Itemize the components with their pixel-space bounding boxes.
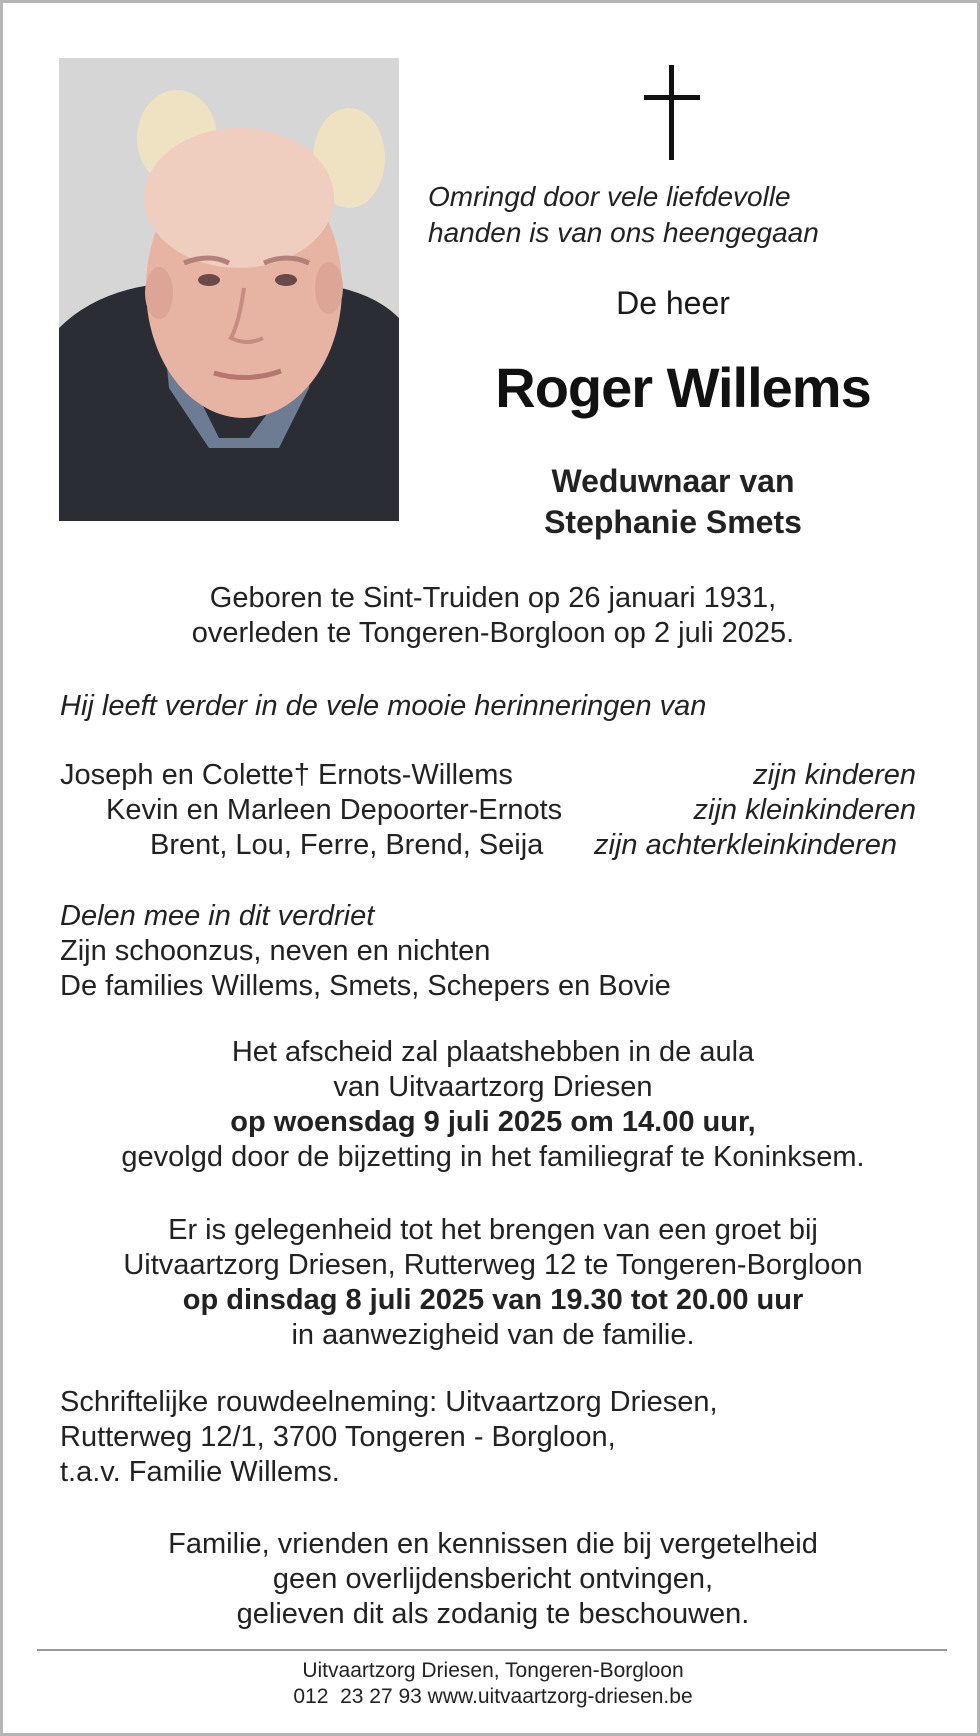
greeting-line: Er is gelegenheid tot het brengen van een groet bij: [168, 1214, 818, 1246]
condolence-line: Rutterweg 12/1, 3700 Tongeren - Borgloon,: [60, 1421, 616, 1453]
farewell-line: Het afscheid zal plaatshebben in de aula: [231, 1036, 755, 1068]
sharing-line: De families Willems, Smets, Schepers en Bovie: [60, 970, 671, 1002]
family-role-great-grandchildren: zijn achterkleinkinderen: [594, 829, 898, 861]
footer-company: Uitvaartzorg Driesen, Tongeren-Borgloon: [302, 1659, 684, 1682]
sharing-line: Zijn schoonzus, neven en nichten: [60, 935, 491, 967]
cross-icon: [644, 65, 700, 160]
notice-text: [63, 1527, 923, 1632]
deceased-name: Roger Willems: [495, 356, 871, 419]
notice-line: gelieven dit als zodanig te beschouwen.: [236, 1598, 750, 1630]
birth-line: Geboren te Sint-Truiden op 26 januari 1931,: [209, 582, 777, 614]
portrait-photo: [59, 58, 399, 521]
family-role-children: zijn kinderen: [753, 759, 916, 791]
intro-line: Omringd door vele liefdevolle: [428, 181, 791, 212]
intro-text: [428, 179, 948, 251]
greeting-info: [63, 1213, 923, 1353]
widow-line: Weduwnaar van: [551, 463, 795, 499]
family-names-great-grandchildren: Brent, Lou, Ferre, Brend, Seija: [150, 829, 544, 861]
footer-website[interactable]: www.uitvaartzorg-driesen.be: [427, 1685, 693, 1708]
greeting-line: Uitvaartzorg Driesen, Rutterweg 12 te Tongeren-Borgloon: [123, 1249, 863, 1281]
title-prefix: De heer: [616, 285, 730, 321]
farewell-line: van Uitvaartzorg Driesen: [333, 1071, 653, 1103]
greeting-line: in aanwezigheid van de familie.: [291, 1319, 695, 1351]
memories-intro: Hij leeft verder in de vele mooie herinneringen van: [60, 690, 707, 722]
footer: [63, 1658, 923, 1710]
death-line: overleden te Tongeren-Borgloon op 2 juli 2025.: [191, 617, 795, 649]
footer-contact: [63, 1684, 923, 1710]
family-names-grandchildren: Kevin en Marleen Depoorter-Ernots: [106, 794, 563, 826]
intro-line: handen is van ons heengegaan: [428, 217, 819, 248]
footer-phone: 012 23 27 93: [293, 1685, 422, 1708]
birth-death-info: [63, 581, 923, 651]
farewell-line: gevolgd door de bijzetting in het familiegraf te Koninksem.: [121, 1141, 865, 1173]
notice-line: geen overlijdensbericht ontvingen,: [272, 1563, 714, 1595]
farewell-info: [63, 1035, 923, 1175]
family-role-grandchildren: zijn kleinkinderen: [693, 794, 916, 826]
sharing-grief: [60, 899, 920, 1004]
sharing-intro: Delen mee in dit verdriet: [60, 900, 375, 932]
footer-divider: [37, 1649, 947, 1651]
condolence-line: t.a.v. Familie Willems.: [60, 1456, 340, 1488]
greeting-datetime: op dinsdag 8 juli 2025 van 19.30 tot 20.00 uur: [182, 1284, 804, 1316]
written-condolence: [60, 1385, 920, 1490]
widow-info: [433, 461, 913, 543]
family-names-children: Joseph en Colette† Ernots-Willems: [60, 759, 513, 791]
notice-line: Familie, vrienden en kennissen die bij vergetelheid: [168, 1528, 818, 1560]
widow-spouse-name: Stephanie Smets: [544, 504, 802, 540]
condolence-line: Schriftelijke rouwdeelneming: Uitvaartzorg Driesen,: [60, 1386, 718, 1418]
farewell-datetime: op woensdag 9 juli 2025 om 14.00 uur,: [230, 1106, 756, 1138]
